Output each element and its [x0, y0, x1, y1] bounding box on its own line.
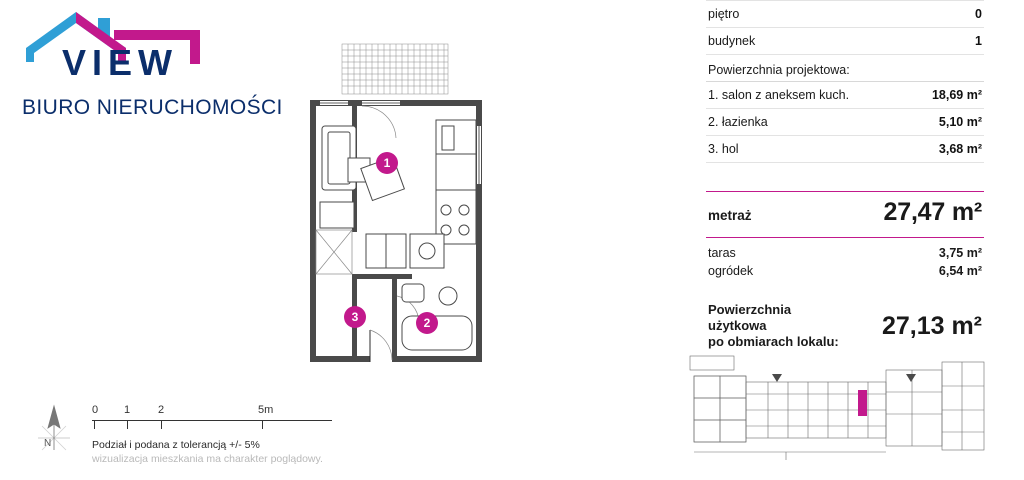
compass-rose	[26, 404, 82, 466]
scale-ruler	[92, 420, 332, 430]
scale-disclaimer	[92, 438, 332, 466]
scale-tick-end: 5m	[258, 404, 274, 416]
terrace-label: taras	[708, 246, 736, 260]
ruler-tick	[161, 421, 162, 429]
floor-value: 0	[975, 7, 982, 21]
accent-divider	[706, 237, 984, 238]
building-value: 1	[975, 34, 982, 48]
logo-subtitle: BIURO NIERUCHOMOŚCI	[22, 96, 283, 119]
scale-disclaimer-line2: wizualizacja mieszkania ma charakter poglądowy.	[92, 453, 323, 465]
ruler-tick	[127, 421, 128, 429]
room-2-label: 2. łazienka	[708, 115, 768, 129]
ruler-tick	[262, 421, 263, 429]
room-3-label: 3. hol	[708, 142, 739, 156]
floor-plan-svg	[296, 34, 516, 374]
data-row-building	[706, 28, 984, 55]
total-area-label: metraż	[708, 208, 752, 223]
room-row-1	[706, 82, 984, 109]
scale-bar	[92, 404, 332, 466]
data-row-floor	[706, 0, 984, 28]
spacer	[706, 163, 984, 189]
garden-label: ogródek	[708, 264, 754, 278]
compass-north-label: N	[44, 438, 52, 449]
garden-value: 6,54 m²	[938, 264, 982, 278]
scale-tick-1: 1	[124, 404, 131, 416]
usable-area-block	[706, 302, 984, 350]
room-marker-2: 2	[416, 312, 438, 334]
terrace-row	[706, 244, 984, 262]
scale-numbers	[92, 404, 332, 418]
compass-icon	[26, 404, 82, 466]
terrace-value: 3,75 m²	[938, 246, 982, 260]
scale-tick-2: 2	[158, 404, 165, 416]
design-area-heading: Powierzchnia projektowa:	[708, 63, 850, 77]
room-row-3	[706, 136, 984, 163]
key-plan-svg	[688, 348, 988, 466]
room-1-value: 18,69 m²	[931, 88, 982, 102]
room-2-value: 5,10 m²	[938, 115, 982, 129]
total-area-row	[706, 192, 984, 235]
company-logo	[14, 8, 314, 119]
garden-row	[706, 262, 984, 280]
room-3-value: 3,68 m²	[938, 142, 982, 156]
apartment-data-panel	[706, 0, 984, 350]
logo-mark	[14, 8, 234, 83]
scale-tick-0: 0	[92, 404, 99, 416]
logo-wordmark: VIEW	[62, 42, 179, 83]
usable-area-value: 27,13 m²	[881, 311, 982, 340]
usable-area-label-line1: Powierzchnia	[708, 302, 792, 317]
room-marker-1: 1	[376, 152, 398, 174]
room-marker-3: 3	[344, 306, 366, 328]
scale-disclaimer-line1: Podział i podana z tolerancją +/- 5%	[92, 439, 260, 451]
floor-label: piętro	[708, 7, 740, 21]
usable-area-label-line2: użytkowa	[708, 318, 767, 333]
floor-plan-drawing	[296, 34, 516, 374]
usable-area-label	[708, 302, 839, 350]
room-1-label: 1. salon z aneksem kuch.	[708, 88, 850, 102]
building-key-plan	[688, 348, 988, 466]
key-plan-unit-highlight	[858, 390, 867, 416]
total-area-value: 27,47 m²	[883, 198, 982, 226]
room-row-2	[706, 109, 984, 136]
ruler-tick	[94, 421, 95, 429]
building-label: budynek	[708, 34, 756, 48]
usable-area-label-line3: po obmiarach lokalu:	[708, 334, 839, 349]
